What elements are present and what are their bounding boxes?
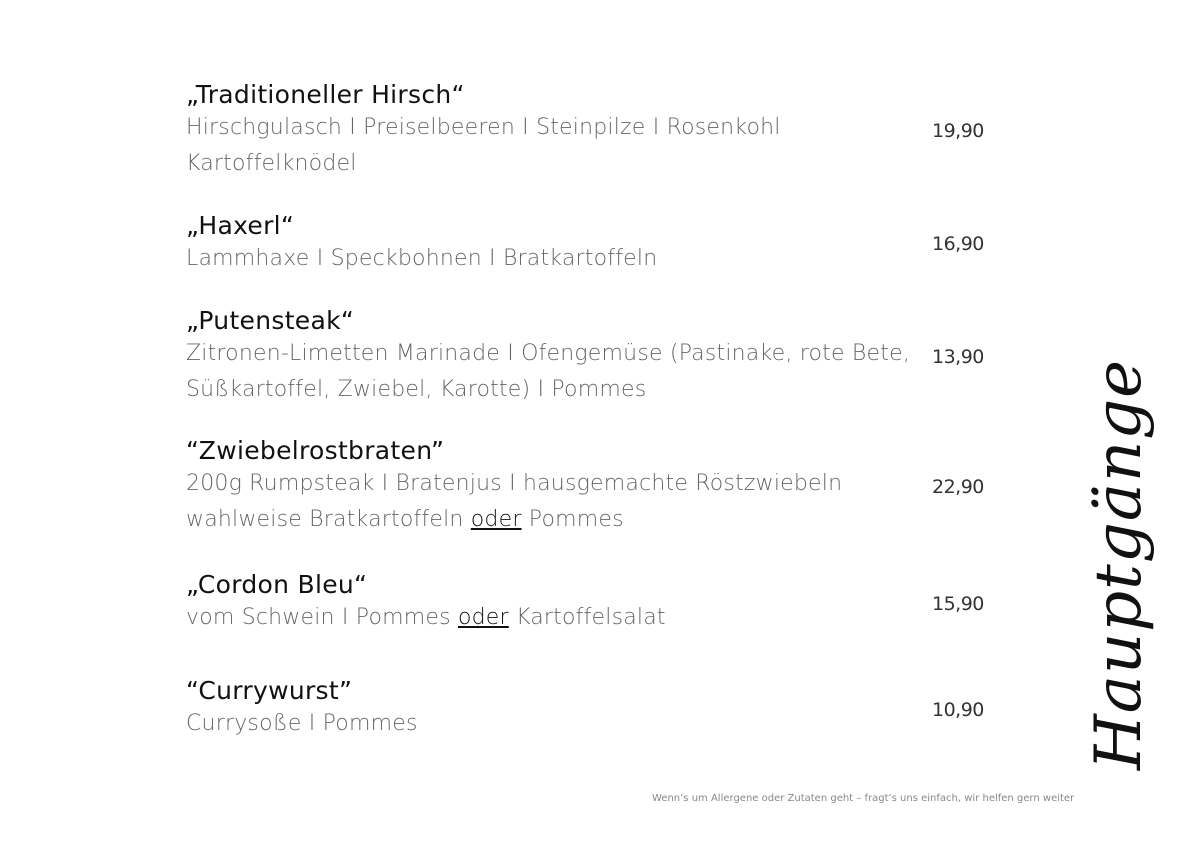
dish-description: Lammhaxe I Speckbohnen I Bratkartoffeln [186, 246, 658, 271]
dish-name: “Currywurst” [186, 676, 353, 705]
dish-description: Currysoße I Pommes [186, 711, 418, 736]
dish-item [186, 211, 916, 277]
dish-description: Kartoffelknödel [186, 151, 357, 176]
dish-item [186, 676, 916, 742]
underlined-word: oder [470, 507, 522, 532]
desc-text: Kartoffelsalat [508, 605, 666, 630]
dish-description: Süßkartoffel, Zwiebel, Karotte) I Pommes [186, 377, 647, 402]
dish-name: „Traditioneller Hirsch“ [186, 80, 465, 109]
dish-description: Hirschgulasch I Preiselbeeren I Steinpilze I Rosenkohl [186, 115, 781, 140]
dish-name: „Cordon Bleu“ [186, 570, 368, 599]
section-title: Hauptgänge [1082, 358, 1156, 770]
dish-description [186, 600, 916, 636]
dish-name: “Zwiebelrostbraten” [186, 436, 445, 465]
dish-item [186, 436, 916, 538]
underlined-word: oder [457, 605, 509, 630]
dish-name: „Haxerl“ [186, 211, 295, 240]
allergen-note: Wenn’s um Allergene oder Zutaten geht – fragt’s uns einfach, wir helfen gern weiter [652, 793, 1075, 804]
dish-item [186, 570, 916, 636]
dish-price: 13,90 [932, 346, 984, 368]
dish-price: 19,90 [932, 120, 984, 142]
dish-price: 16,90 [932, 233, 984, 255]
dish-description: Zitronen-Limetten Marinade I Ofengemüse (Pastinake, rote Bete, [186, 341, 911, 366]
dish-item [186, 80, 916, 182]
dish-name: „Putensteak“ [186, 306, 355, 335]
desc-text: wahlweise Bratkartoffeln [186, 507, 471, 532]
dish-price: 22,90 [932, 476, 984, 498]
dish-price: 10,90 [932, 699, 984, 721]
dish-price: 15,90 [932, 593, 984, 615]
dish-description [186, 502, 916, 538]
desc-text: Pommes [521, 507, 624, 532]
desc-text: vom Schwein I Pommes [186, 605, 458, 630]
dish-description: 200g Rumpsteak I Bratenjus I hausgemachte Röstzwiebeln [186, 471, 843, 496]
dish-item [186, 306, 916, 408]
